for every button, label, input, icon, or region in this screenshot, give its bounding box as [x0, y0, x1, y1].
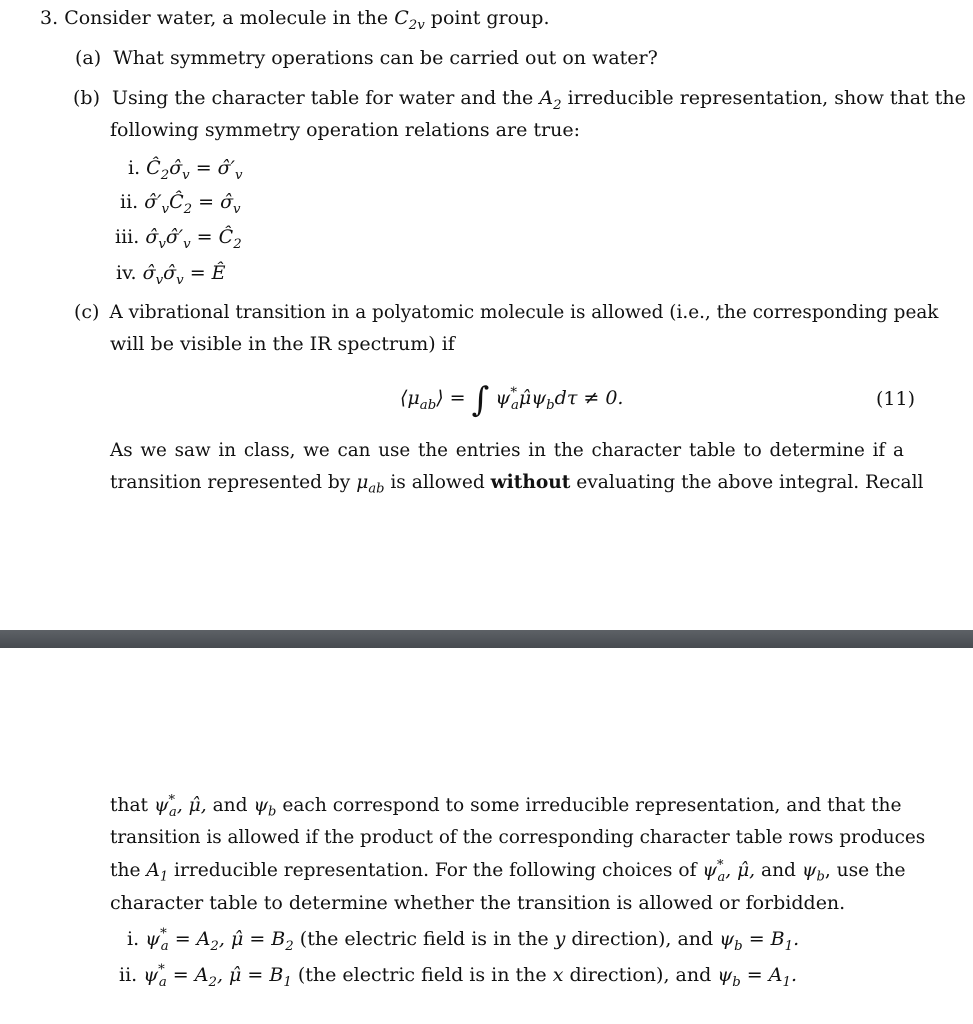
para1-line1: As we saw in class, we can use the entries in the character table to determine if a	[110, 440, 904, 461]
part-c-line1	[74, 301, 938, 323]
psi-a-star-symbol-2: $\psi^*_a$, μ̂,	[702, 857, 756, 885]
para1-text-2a: transition represented by	[110, 472, 351, 493]
relation-iii-label: iii.	[115, 226, 140, 248]
cont-text-1b: and	[212, 795, 248, 816]
part-b-line1	[73, 87, 966, 113]
choice-ii-field: (the electric field is in the	[297, 964, 547, 986]
choice-i	[127, 926, 800, 954]
choice-ii-psi-a: $\psi^*_a = A_2$, μ̂ = $B_1$	[143, 962, 292, 990]
cont-text-3c: and	[761, 860, 796, 881]
para1-text-2b: evaluating the above integral. Recall	[576, 472, 924, 493]
relation-ii	[120, 191, 241, 217]
relation-i	[128, 157, 243, 183]
part-c-text-1: A vibrational transition in a polyatomic molecule is allowed (i.e., the corresponding peak	[109, 302, 939, 323]
cont-text-3b: irreducible representation. For the following choices of	[174, 860, 697, 881]
part-a-label: (a)	[75, 47, 102, 69]
part-b-label: (b)	[73, 87, 100, 109]
relation-ii-label: ii.	[120, 191, 139, 213]
psi-a-star-symbol: $\psi^*_a$, μ̂,	[153, 792, 207, 820]
a2-symbol: $A_2$	[539, 87, 562, 113]
relation-i-label: i.	[128, 157, 141, 179]
equation-11: $⟨\mu_{ab}⟩$ = ∫ $\psi^*_a\mû\psi_bd\tau \ne 0$.	[400, 380, 624, 420]
cont-text-1c: each correspond to some irreducible representation, and that the	[282, 795, 902, 816]
psi-b-symbol-2: $\psi_b$	[801, 860, 825, 885]
part-c-label: (c)	[74, 301, 100, 323]
relation-iv	[116, 262, 226, 288]
part-c-line2: will be visible in the IR spectrum) if	[110, 333, 455, 355]
part-b-line2: following symmetry operation relations are true:	[110, 119, 580, 141]
point-group-symbol: $C_{2v}$	[394, 7, 425, 33]
mu-ab-symbol: $\mu_{ab}$	[356, 472, 385, 497]
cont-line3	[110, 857, 906, 885]
cont-text-3a: the	[110, 860, 141, 881]
choice-i-field: (the electric field is in the	[299, 928, 549, 950]
cont-text-3d: , use the	[824, 860, 906, 881]
choice-ii	[119, 962, 797, 990]
page-divider-bar	[0, 630, 973, 648]
cont-line4: character table to determine whether the transition is allowed or forbidden.	[110, 892, 846, 914]
choice-ii-psi-b: $\psi_b = A_1$.	[717, 964, 797, 990]
relation-iv-equation: $\sigmâ_v\sigmâ_v$ = Ê	[142, 262, 226, 288]
psi-b-symbol: $\psi_b$	[253, 795, 277, 820]
problem-header	[40, 7, 550, 33]
choice-ii-label: ii.	[119, 964, 138, 986]
part-b-text-1b: irreducible representation, show that the	[567, 87, 966, 109]
problem-number: 3.	[40, 7, 59, 29]
choice-i-psi-b: $\psi_b = B_1$.	[719, 928, 800, 954]
relation-iv-label: iv.	[116, 262, 137, 284]
part-a	[75, 47, 658, 69]
relation-iii	[115, 226, 242, 252]
point-group-text: point group.	[430, 7, 550, 29]
choice-i-tail: direction), and	[571, 928, 714, 950]
part-a-text: What symmetry operations can be carried out on water?	[113, 47, 658, 69]
para1-bold-word: without	[490, 472, 571, 493]
problem-intro: Consider water, a molecule in the	[64, 7, 389, 29]
choice-i-psi-a: $\psi^*_a = A_2$, μ̂ = $B_2$	[145, 926, 294, 954]
choice-i-label: i.	[127, 928, 140, 950]
choice-ii-tail: direction), and	[569, 964, 712, 986]
cont-line1	[110, 792, 902, 820]
para1-line2	[110, 472, 924, 497]
choice-ii-direction: x	[552, 964, 564, 986]
cont-line2: transition is allowed if the product of the corresponding character table rows produces	[110, 827, 926, 848]
relation-i-equation: $Ĉ_2\sigmâ_v$ = $\sigmâ'_v$	[146, 157, 243, 183]
choice-i-direction: y	[554, 928, 566, 950]
relation-iii-equation: $\sigmâ_v\sigmâ'_v$ = $Ĉ_2$	[145, 226, 242, 252]
a1-symbol: $A_1$	[146, 860, 169, 885]
para1-text-is-allowed: is allowed	[390, 472, 485, 493]
relation-ii-equation: $\sigmâ'_vĈ_2$ = $\sigmâ_v$	[144, 191, 241, 217]
part-b-text-1a: Using the character table for water and the	[112, 87, 534, 109]
cont-text-1a: that	[110, 795, 149, 816]
equation-number: (11)	[876, 388, 916, 410]
